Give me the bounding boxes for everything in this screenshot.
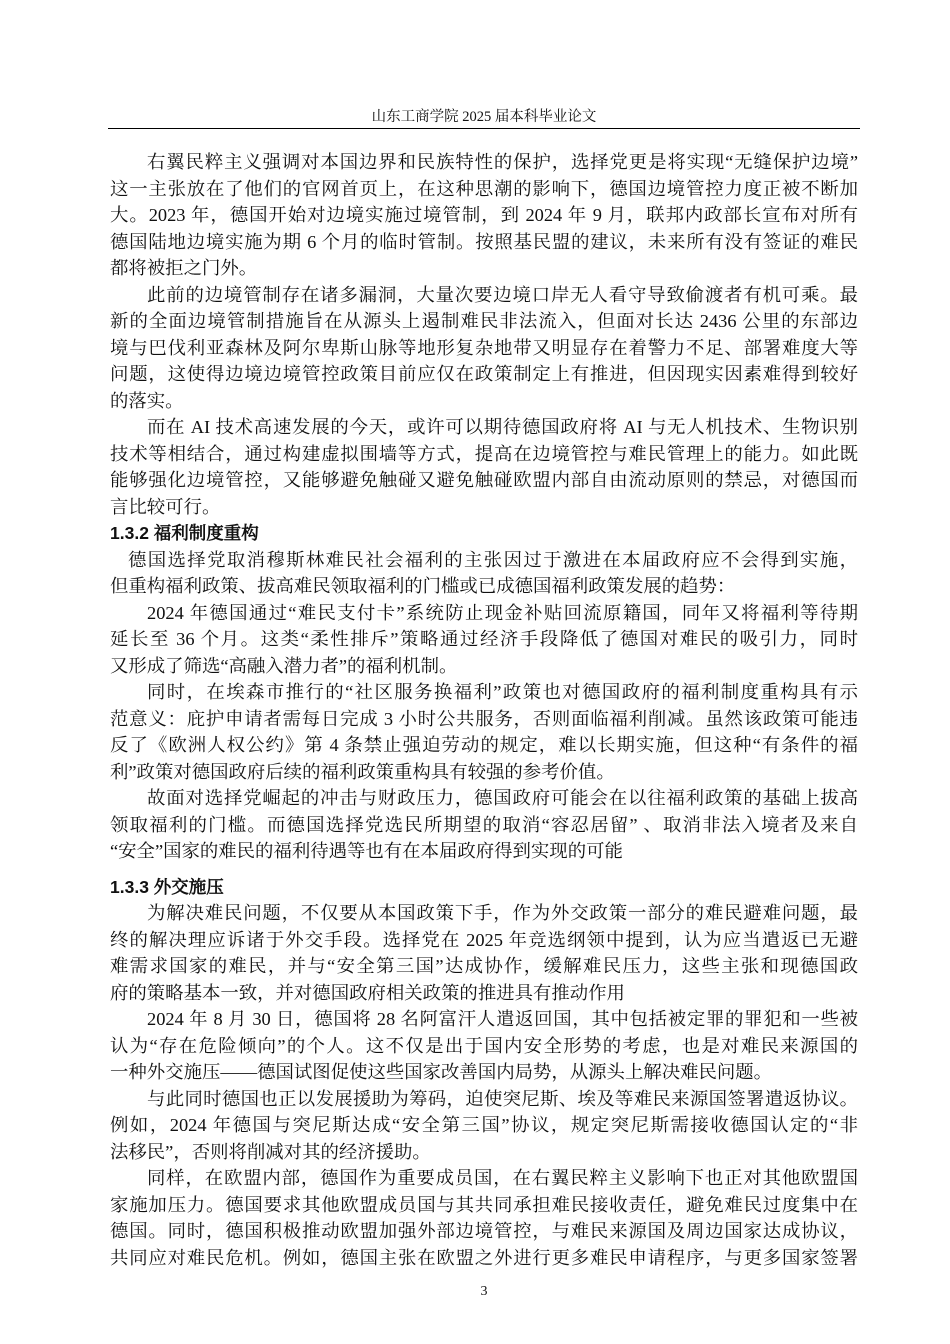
paragraph xyxy=(110,600,858,680)
text-line: 2024 年 8 月 30 日，德国将 28 名阿富汗人遣返回国，其中包括被定罪的罪犯和一些被 xyxy=(147,1009,858,1029)
text-line: 家施加压力。德国要求其他欧盟成员国与其共同承担难民接收责任，避免难民过度集中在 xyxy=(110,1194,858,1215)
text-line: 但重构福利政策、拔高难民领取福利的门槛或已成德国福利政策发展的趋势： xyxy=(110,576,736,596)
paragraph xyxy=(110,282,858,415)
text-line: 共同应对难民危机。例如，德国主张在欧盟之外进行更多难民申请程序，与更多国家签署 xyxy=(110,1247,858,1268)
text-line: 这一主张放在了他们的官网首页上，在这种思潮的影响下，德国边境管控力度正被不断加 xyxy=(110,178,858,199)
text-line: 言比较可行。 xyxy=(110,496,221,517)
text-line: 同时，在埃森市推行的“社区服务换福利”政策也对德国政府的福利制度重构具有示 xyxy=(147,682,858,702)
text-line: 此前的边境管制存在诸多漏洞，大量次要边境口岸无人看守导致偷渡者有机可乘。最 xyxy=(147,284,858,305)
text-line: 领取福利的门槛。而德国选择党选民所期望的取消“容忍居留” 、取消非法入境者及来自 xyxy=(110,814,858,835)
text-line: “安全”国家的难民的福利待遇等也有在本届政府得到实现的可能 xyxy=(110,841,623,861)
text-line: 法移民”，否则将削减对其的经济援助。 xyxy=(110,1141,431,1162)
paragraph xyxy=(110,1165,858,1271)
text-line: 例如，2024 年德国与突尼斯达成“安全第三国”协议，规定突尼斯需接收德国认定的“非 xyxy=(110,1115,858,1135)
text-line: 的落实。 xyxy=(110,390,184,411)
paragraph xyxy=(110,679,858,785)
text-line: 2024 年德国通过“难民支付卡”系统防止现金补贴回流原籍国，同年又将福利等待期 xyxy=(147,602,858,623)
text-line: 新的全面边境管制措施旨在从源头上遏制难民非法流入，但面对长达 2436 公里的东部边 xyxy=(110,311,858,331)
text-line: 能够强化边境管控，又能够避免触碰又避免触碰欧盟内部自由流动原则的禁忌，对德国而 xyxy=(110,470,858,490)
text-line: 同样，在欧盟内部，德国作为重要成员国，在右翼民粹主义影响下也正对其他欧盟国 xyxy=(147,1168,858,1188)
paragraph xyxy=(110,785,858,865)
text-line: 问题，这使得边境边境管控政策目前应仅在政策制定上有推进，但因现实因素难得到较好 xyxy=(110,364,858,384)
text-line: 认为“存在危险倾向”的个人。这不仅是出于国内安全形势的考虑，也是对难民来源国的 xyxy=(110,1035,858,1056)
paragraph xyxy=(110,414,858,520)
text-line: 延长至 36 个月。这类“柔性排斥”策略通过经济手段降低了德国对难民的吸引力，同时 xyxy=(110,629,858,649)
text-line: 范意义：庇护申请者需每日完成 3 小时公共服务，否则面临福利削减。虽然该政策可能违 xyxy=(110,708,858,729)
text-line: 都将被拒之门外。 xyxy=(110,258,258,278)
text-line: 为解决难民问题，不仅要从本国政策下手，作为外交政策一部分的难民避难问题，最 xyxy=(147,903,858,923)
section-heading: 1.3.2 福利制度重构 xyxy=(110,523,259,543)
text-line: 难需求国家的难民，并与“安全第三国”达成协作，缓解难民压力，这些主张和现德国政 xyxy=(110,956,858,976)
text-line: 德国陆地边境实施为期 6 个月的临时管制。按照基民盟的建议，未来所有没有签证的难民 xyxy=(110,231,858,252)
paragraph xyxy=(110,1006,858,1086)
text-line: 技术等相结合，通过构建虚拟围墙等方式，提高在边境管控与难民管理上的能力。如此既 xyxy=(110,443,858,464)
header-rule xyxy=(108,128,860,129)
section-spacer xyxy=(110,865,858,874)
paragraph xyxy=(110,547,858,600)
text-line: 右翼民粹主义强调对本国边界和民族特性的保护，选择党更是将实现“无缝保护边境” xyxy=(147,152,858,172)
text-line: 府的策略基本一致，并对德国政府相关政策的推进具有推动作用 xyxy=(110,982,625,1003)
document-body xyxy=(110,149,858,1271)
page-number: 3 xyxy=(480,1284,488,1299)
text-line: 又形成了筛选“高融入潜力者”的福利机制。 xyxy=(110,655,458,676)
text-line: 终的解决理应诉诸于外交手段。选择党在 2025 年竞选纲领中提到，认为应当遣返已无避 xyxy=(110,929,858,950)
text-line: 一种外交施压——德国试图促使这些国家改善国内局势，从源头上解决难民问题。 xyxy=(110,1062,773,1082)
page-header: 山东工商学院 2025 届本科毕业论文 xyxy=(371,109,597,125)
text-line: 反了《欧洲人权公约》第 4 条禁止强迫劳动的规定，难以长期实施，但这种“有条件的福 xyxy=(110,735,858,755)
text-line: 德国选择党取消穆斯林难民社会福利的主张因过于激进在本届政府应不会得到实施， xyxy=(128,549,858,570)
text-line: 德国。同时，德国积极推动欧盟加强外部边境管控，与难民来源国及周边国家达成协议， xyxy=(110,1221,858,1241)
text-line: 境与巴伐利亚森林及阿尔卑斯山脉等地形复杂地带又明显存在着警力不足、部署难度大等 xyxy=(110,337,858,358)
text-line: 利”政策对德国政府后续的福利政策重构具有较强的参考价值。 xyxy=(110,761,615,782)
text-line: 与此同时德国也正以发展援助为筹码，迫使突尼斯、埃及等难民来源国签署遣返协议。 xyxy=(147,1088,858,1109)
text-line: 大。2023 年，德国开始对边境实施过境管制，到 2024 年 9 月，联邦内政部长宣布对所有 xyxy=(110,205,858,225)
section-heading: 1.3.3 外交施压 xyxy=(110,876,224,897)
paragraph xyxy=(110,900,858,1006)
paragraph xyxy=(110,149,858,282)
paragraph xyxy=(110,1086,858,1166)
text-line: 而在 AI 技术高速发展的今天，或许可以期待德国政府将 AI 与无人机技术、生物识别 xyxy=(147,417,858,437)
text-line: 故面对选择党崛起的冲击与财政压力，德国政府可能会在以往福利政策的基础上拔高 xyxy=(147,788,858,808)
